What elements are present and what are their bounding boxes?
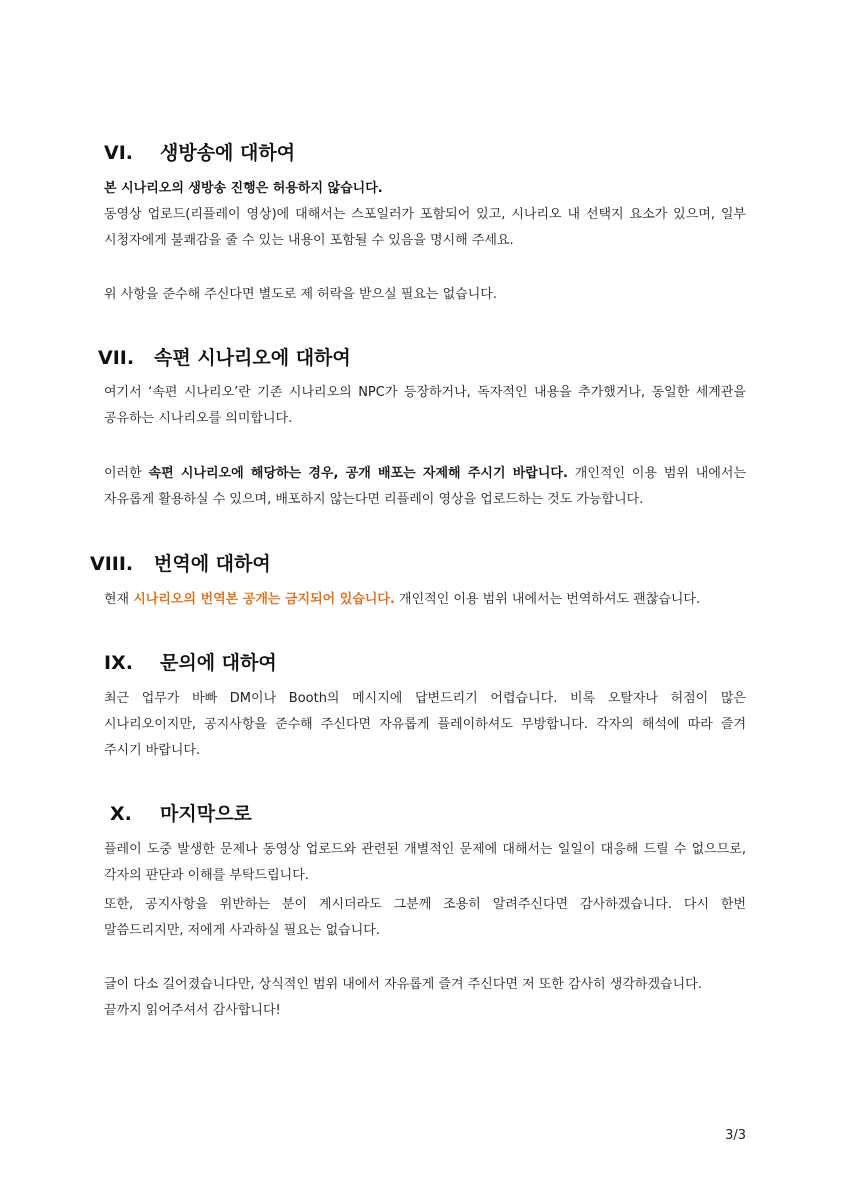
section-heading-x [110, 799, 252, 826]
text-span: 개인적인 이용 범위 내에서는 번역하셔도 괜찮습니다. [394, 592, 701, 607]
section-title: 번역에 대하여 [154, 553, 271, 575]
paragraph-line: 최근 업무가 바빠 DM이나 Booth의 메시지에 답변드리기 어렵습니다. 비록 오탈자나 허점이 많은 [104, 691, 746, 706]
section-title: 문의에 대하여 [160, 652, 277, 674]
paragraph-line: 여기서 ‘속편 시나리오’란 기존 시나리오의 NPC가 등장하거나, 독자적인 내용을 추가했거나, 동일한 세계관을 [104, 385, 746, 400]
page-number: 3/3 [725, 1128, 746, 1143]
paragraph-line: 또한, 공지사항을 위반하는 분이 계시더라도 그분께 조용히 알려주신다면 감사하겠습니다. 다시 한번 [104, 897, 746, 912]
paragraph-line: 동영상 업로드(리플레이 영상)에 대해서는 스포일러가 포함되어 있고, 시나리오 내 선택지 요소가 있으며, 일부 [104, 207, 746, 222]
section-number: X. [110, 803, 132, 825]
paragraph-line: 각자의 판단과 이해를 부탁드립니다. [104, 868, 309, 883]
section-heading-viii [90, 549, 271, 576]
text-span: 개인적인 이용 범위 내에서는 [567, 466, 747, 481]
paragraph-line: 공유하는 시나리오를 의미합니다. [104, 411, 293, 426]
paragraph-line: 끝까지 읽어주셔서 감사합니다! [104, 1003, 281, 1018]
section-number: IX. [104, 652, 133, 674]
section-heading-vii [98, 343, 351, 370]
paragraph-line: 글이 다소 길어졌습니다만, 상식적인 범위 내에서 자유롭게 즐겨 주신다면 저 또한 감사히 생각하겠습니다. [104, 977, 702, 992]
text-span: 현재 [104, 592, 134, 607]
section-number: VI. [104, 142, 133, 164]
emphasis-text: 속편 시나리오에 해당하는 경우, 공개 배포는 자제해 주시기 바랍니다. [148, 466, 568, 481]
section-title: 마지막으로 [160, 803, 252, 825]
paragraph-line [104, 590, 700, 610]
text-span: 이러한 [104, 466, 149, 481]
section-title: 생방송에 대하여 [160, 142, 296, 164]
paragraph-line: 시나리오이지만, 공지사항을 준수해 주신다면 자유롭게 플레이하셔도 무방합니다. 각자의 해석에 따라 즐겨 [104, 717, 746, 732]
section-heading-vi [104, 138, 295, 165]
paragraph-line: 본 시나리오의 생방송 진행은 허용하지 않습니다. [104, 181, 383, 196]
paragraph-line: 위 사항을 준수해 주신다면 별도로 제 허락을 받으실 필요는 없습니다. [104, 287, 497, 302]
section-number: VIII. [90, 553, 134, 575]
section-title: 속편 시나리오에 대하여 [154, 347, 351, 369]
highlight-text: 시나리오의 번역본 공개는 금지되어 있습니다. [133, 592, 395, 607]
section-heading-ix [104, 648, 277, 675]
paragraph-line: 말씀드리지만, 저에게 사과하실 필요는 없습니다. [104, 923, 380, 938]
paragraph-line: 자유롭게 활용하실 수 있으며, 배포하지 않는다면 리플레이 영상을 업로드하는 것도 가능합니다. [104, 492, 644, 507]
paragraph-line [104, 464, 746, 484]
section-number: VII. [98, 347, 135, 369]
paragraph-line: 플레이 도중 발생한 문제나 동영상 업로드와 관련된 개별적인 문제에 대해서는 일일이 대응해 드릴 수 없으므로, [104, 842, 746, 857]
paragraph-line: 주시기 바랍니다. [104, 743, 201, 758]
paragraph-line: 시청자에게 불쾌감을 줄 수 있는 내용이 포함될 수 있음을 명시해 주세요. [104, 233, 514, 248]
